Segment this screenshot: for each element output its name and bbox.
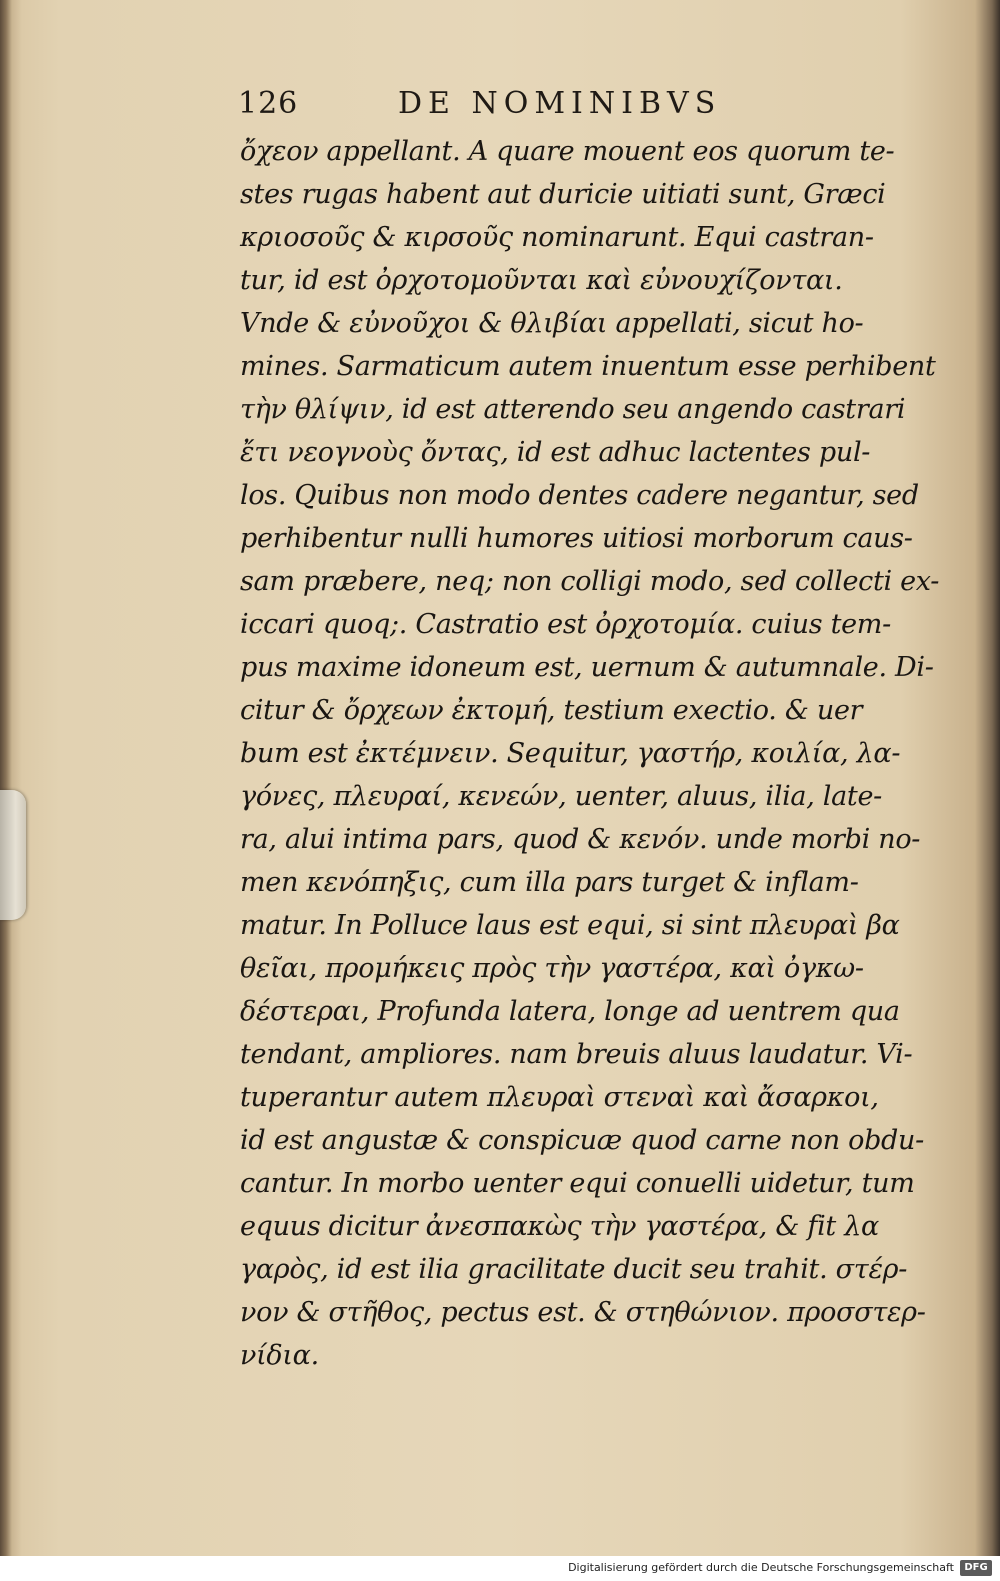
footer-bar	[0, 1556, 1000, 1581]
body-text	[240, 130, 940, 1377]
funding-credit: Digitalisierung gefördert durch die Deutsche Forschungsgemeinschaft	[568, 1561, 954, 1574]
text-line: Vnde & εὐνοῦχοι & θλιβίαι appellati, sicut ho-	[240, 308, 864, 339]
text-line: perhibentur nulli humores uitiosi morborum caus-	[240, 523, 913, 554]
text-line: equus dicitur ἀνεσπακὼς τὴν γαστέρα, & fit λα	[240, 1211, 879, 1242]
text-line: κριοσοῦς & κιρσοῦς nominarunt. Equi castran-	[240, 222, 874, 253]
text-line: bum est ἐκτέμνειν. Sequitur, γαστήρ, κοιλία, λα-	[240, 738, 901, 769]
page-number: 126	[238, 86, 299, 121]
text-line: men κενόπηξις, cum illa pars turget & inflam-	[240, 867, 859, 898]
text-line: id est angustæ & conspicuæ quod carne non obdu-	[240, 1125, 924, 1156]
dfg-logo: DFG	[960, 1560, 992, 1576]
text-line: ἔτι νεογνοὺς ὄντας, id est adhuc lactentes pul-	[240, 437, 871, 468]
page-tab	[0, 790, 26, 920]
text-line: mines. Sarmaticum autem inuentum esse perhibent	[240, 351, 936, 382]
text-line: tendant, ampliores. nam breuis aluus laudatur. Vi-	[240, 1039, 913, 1070]
text-line: sam præbere, neq; non colligi modo, sed collecti ex-	[240, 566, 940, 597]
text-line: δέστεραι, Profunda latera, longe ad uentrem qua	[240, 996, 900, 1027]
text-line: θεῖαι, προμήκεις πρὸς τὴν γαστέρα, καὶ ὀγκω-	[240, 953, 864, 984]
text-line: tuperantur autem πλευραὶ στεναὶ καὶ ἄσαρκοι,	[240, 1082, 879, 1113]
text-line: stes rugas habent aut duricie uitiati sunt, Græci	[240, 179, 886, 210]
text-line: νίδια.	[240, 1340, 319, 1371]
text-line: γαρὸς, id est ilia gracilitate ducit seu trahit. στέρ-	[240, 1254, 908, 1285]
text-line: νον & στῆθος, pectus est. & στηθώνιον. προσστερ-	[240, 1297, 926, 1328]
text-line: τὴν θλίψιν, id est atterendo seu angendo castrari	[240, 394, 906, 425]
text-line: matur. In Polluce laus est equi, si sint πλευραὶ βα	[240, 910, 900, 941]
text-line: ὄχεον appellant. A quare mouent eos quorum te-	[240, 136, 895, 167]
text-line: γόνες, πλευραί, κενεών, uenter, aluus, ilia, late-	[240, 781, 882, 812]
text-line: tur, id est ὀρχοτομοῦνται καὶ εὐνουχίζονται.	[240, 265, 843, 296]
text-line: los. Quibus non modo dentes cadere negantur, sed	[240, 480, 919, 511]
text-line: ra, alui intima pars, quod & κενόν. unde morbi no-	[240, 824, 921, 855]
text-line: iccari quoq;. Castratio est ὀρχοτομία. cuius tem-	[240, 609, 891, 640]
page-header	[238, 86, 758, 126]
text-line: citur & ὄρχεων ἐκτομή, testium exectio. & uer	[240, 695, 863, 726]
running-title: DE NOMINIBVS	[398, 86, 722, 121]
text-line: pus maxime idoneum est, uernum & autumnale. Di-	[240, 652, 934, 683]
text-line: cantur. In morbo uenter equi conuelli uidetur, tum	[240, 1168, 915, 1199]
